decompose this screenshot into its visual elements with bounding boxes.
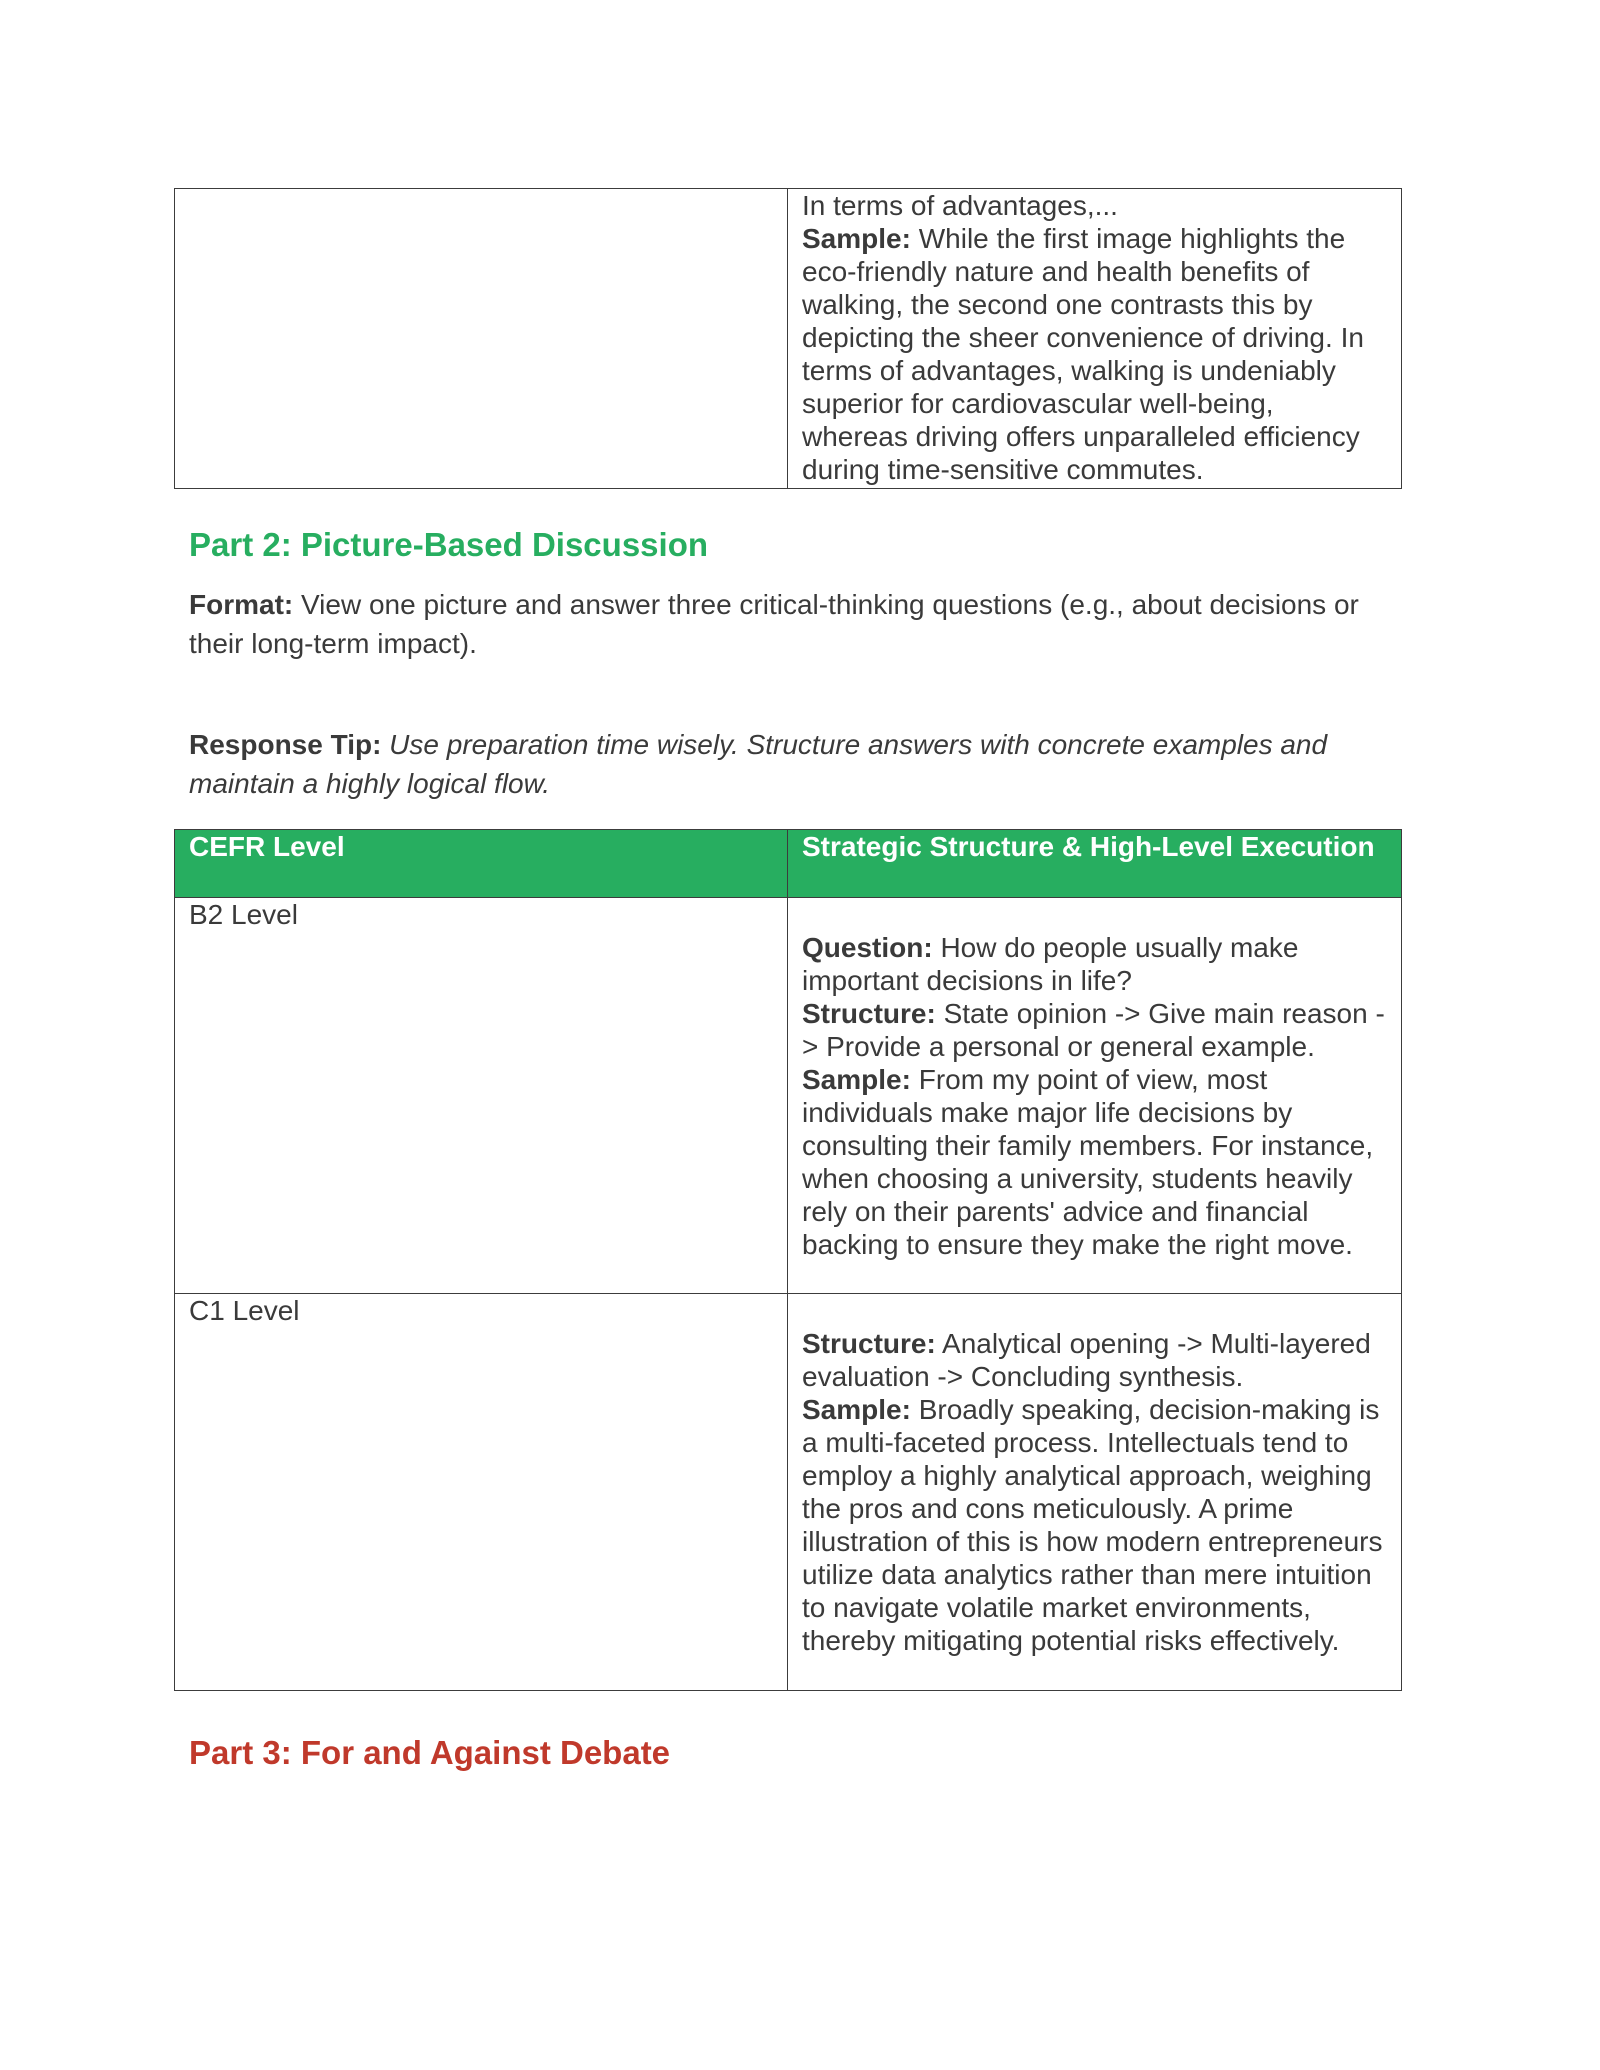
part2-heading: Part 2: Picture-Based Discussion: [189, 526, 709, 563]
header-cell-level: CEFR Level: [175, 830, 788, 898]
question-text: How do people usually make important decisions in life?: [802, 932, 1299, 996]
response-tip-paragraph: [189, 725, 1399, 803]
format-text: View one picture and answer three critical-thinking questions (e.g., about decisions or their long-term impact).: [189, 589, 1359, 659]
tip-text: Use preparation time wisely. Structure answers with concrete examples and maintain a highly logical flow.: [189, 729, 1328, 799]
empty-cell: [175, 189, 788, 489]
continued-table: [174, 188, 1402, 489]
execution-cell: [788, 1294, 1402, 1691]
sample-text: Broadly speaking, decision-making is a multi-faceted process. Intellectuals tend to employ a highly analytical approach, weighing the pros and cons meticulously. A prime illustration of this is how modern entrepreneurs utilize data analytics rather than mere intuition to navigate volatile market environments, thereby mitigating potential risks effectively.: [802, 1394, 1383, 1656]
structure-text: Analytical opening -> Multi-layered evaluation -> Concluding synthesis.: [802, 1328, 1371, 1392]
format-label: Format:: [189, 589, 294, 620]
cefr-table: [174, 829, 1402, 1691]
format-paragraph: [189, 585, 1399, 663]
question-label: Question:: [802, 932, 933, 963]
cell-spacer: [802, 1294, 1387, 1327]
tip-label: Response Tip:: [189, 729, 382, 760]
sample-text: While the first image highlights the eco-friendly nature and health benefits of walking, the second one contrasts this by depicting the sheer convenience of driving. In terms of advantages, walking is undeniably superior for cardiovascular well-being, whereas driving offers unparalleled efficiency during time-sensitive commutes.: [802, 223, 1364, 485]
part3-heading: Part 3: For and Against Debate: [189, 1734, 671, 1771]
cell-intro-line: In terms of advantages,...: [802, 190, 1118, 221]
answer-cell: [788, 189, 1402, 489]
cell-spacer: [802, 898, 1387, 931]
table-row: [175, 189, 1402, 489]
structure-text: State opinion -> Give main reason -> Provide a personal or general example.: [802, 998, 1385, 1062]
level-cell: B2 Level: [175, 898, 788, 1294]
structure-label: Structure:: [802, 1328, 936, 1359]
sample-label: Sample:: [802, 223, 911, 254]
table-header-row: [175, 830, 1402, 898]
table-row: [175, 1294, 1402, 1691]
level-cell: C1 Level: [175, 1294, 788, 1691]
sample-text: From my point of view, most individuals make major life decisions by consulting their family members. For instance, when choosing a university, students heavily rely on their parents' advice and financial backing to ensure they make the right move.: [802, 1064, 1374, 1260]
sample-label: Sample:: [802, 1394, 911, 1425]
header-cell-structure: Strategic Structure & High-Level Execution: [788, 830, 1402, 898]
table-row: [175, 898, 1402, 1294]
execution-cell: [788, 898, 1402, 1294]
structure-label: Structure:: [802, 998, 936, 1029]
sample-label: Sample:: [802, 1064, 911, 1095]
